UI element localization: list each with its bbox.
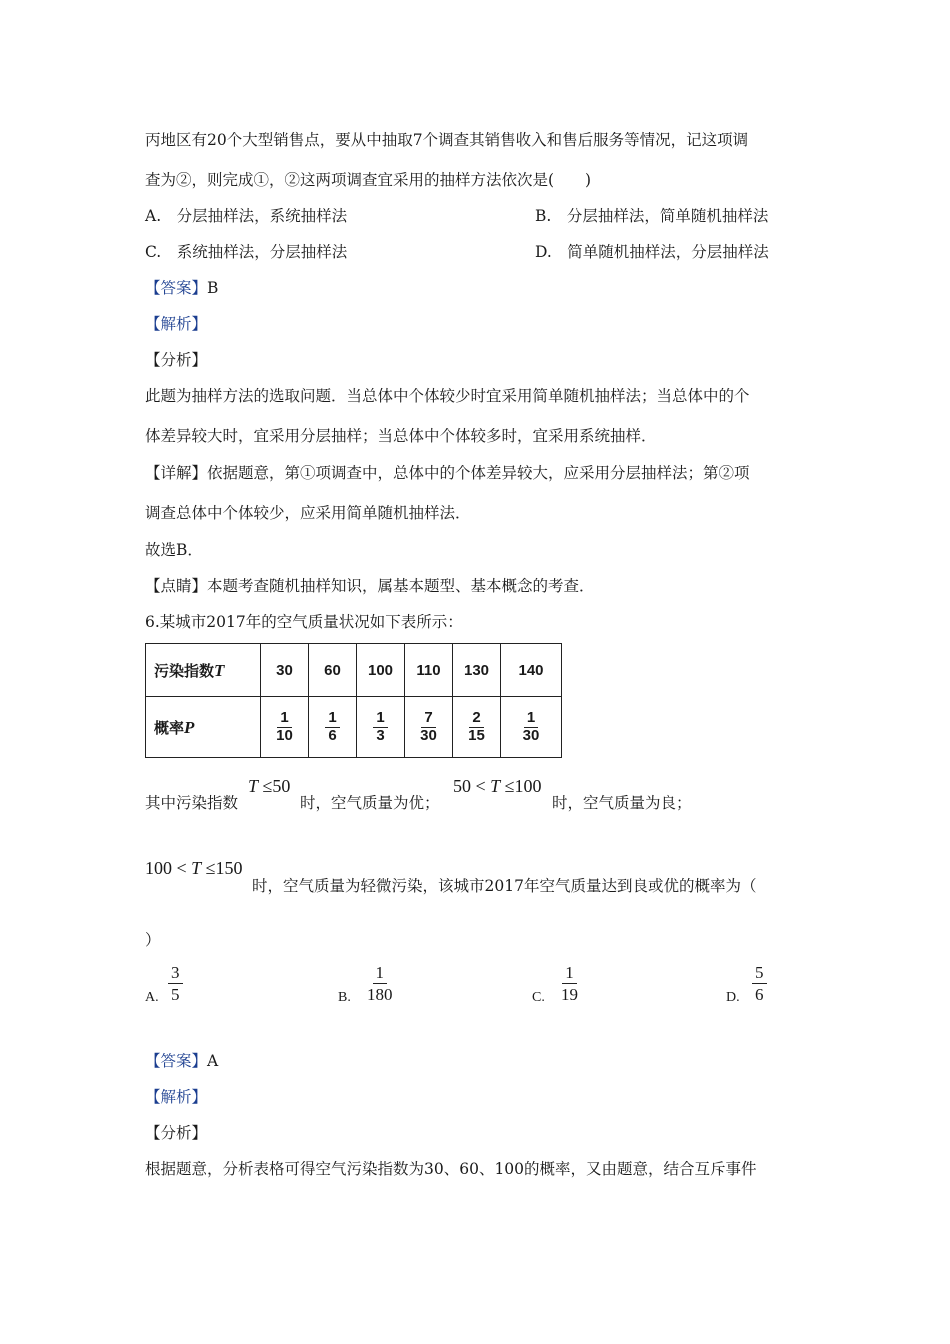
table-cell: 140 bbox=[501, 644, 562, 697]
table-cell: 30 bbox=[261, 644, 309, 697]
option-c-fraction: $\frac{1}{19}$ bbox=[561, 963, 578, 1005]
table-cell bbox=[357, 697, 405, 758]
inequality-math: 100 < T ≤150 bbox=[145, 858, 243, 878]
answer-line bbox=[145, 1049, 218, 1071]
table-cell bbox=[309, 697, 357, 758]
table-cell: 110 bbox=[405, 644, 453, 697]
fraction: $\frac{1}{10}$ bbox=[276, 709, 293, 744]
option-a: A. 分层抽样法，系统抽样法 bbox=[145, 207, 348, 225]
conclusion-text: 故选B． bbox=[145, 541, 203, 559]
analysis-text: 体差异较大时，宜采用分层抽样；当总体中个体较多时，宜采用系统抽样． bbox=[145, 427, 657, 445]
option-a-fraction: $\frac{3}{5}$ bbox=[168, 962, 183, 1006]
answer-line bbox=[145, 276, 218, 298]
option-c: C. 系统抽样法，分层抽样法 bbox=[145, 243, 348, 261]
fraction: $\frac{7}{30}$ bbox=[420, 709, 437, 744]
inequality-math: 50 < T ≤100 bbox=[453, 776, 542, 796]
solution-tag: 【解析】 bbox=[145, 1088, 208, 1106]
table-cell: 100 bbox=[357, 644, 405, 697]
analysis-tag: 【分析】 bbox=[145, 351, 208, 369]
analysis-text: 根据题意，分析表格可得空气污染指数为30、60、100的概率，又由题意，结合互斥事件 bbox=[145, 1160, 757, 1178]
table-cell: 60 bbox=[309, 644, 357, 697]
fraction: $\frac{2}{15}$ bbox=[468, 709, 485, 744]
table-cell bbox=[261, 697, 309, 758]
option-a-label: A. bbox=[145, 990, 159, 1005]
question-text-line: 丙地区有20个大型销售点，要从中抽取7个调查其销售收入和售后服务等情况，记这项调 bbox=[145, 131, 749, 149]
table-row bbox=[146, 697, 562, 758]
fraction: $\frac{1}{3}$ bbox=[373, 710, 387, 744]
option-c-label: C. bbox=[532, 990, 545, 1005]
table-cell bbox=[453, 697, 501, 758]
answer-tag: 【答案】 bbox=[145, 279, 208, 297]
table-header-cell: 概率P bbox=[146, 697, 261, 758]
condition-text: 其中污染指数 bbox=[145, 794, 239, 812]
answer-tag: 【答案】 bbox=[145, 1052, 208, 1070]
solution-tag: 【解析】 bbox=[145, 315, 208, 333]
table-row bbox=[146, 644, 562, 697]
answer-value: B bbox=[207, 279, 219, 297]
detail-text: 调查总体中个体较少，应采用简单随机抽样法． bbox=[145, 504, 471, 522]
option-d-fraction: $\frac{5}{6}$ bbox=[752, 962, 767, 1006]
remark-text: 【点睛】本题考查随机抽样知识，属基本题型、基本概念的考查． bbox=[145, 577, 595, 595]
condition-text: ） bbox=[145, 931, 161, 949]
answer-value: A bbox=[207, 1052, 219, 1070]
option-b: B. 分层抽样法，简单随机抽样法 bbox=[535, 207, 769, 225]
analysis-text: 此题为抽样方法的选取问题．当总体中个体较少时宜采用简单随机抽样法；当总体中的个 bbox=[145, 387, 750, 405]
analysis-tag: 【分析】 bbox=[145, 1124, 208, 1142]
question-6-stem: 6.某城市2017年的空气质量状况如下表所示： bbox=[145, 613, 463, 631]
question-text-line: 查为②，则完成①，②这两项调查宜采用的抽样方法依次是( ) bbox=[145, 171, 592, 189]
option-b-label: B. bbox=[338, 990, 351, 1005]
condition-text: 时，空气质量为轻微污染，该城市2017年空气质量达到良或优的概率为（ bbox=[252, 877, 757, 895]
fraction: $\frac{1}{6}$ bbox=[325, 710, 339, 744]
table-cell: 130 bbox=[453, 644, 501, 697]
condition-text: 时，空气质量为优； bbox=[300, 794, 440, 812]
option-d: D. 简单随机抽样法，分层抽样法 bbox=[535, 243, 769, 261]
inequality-math: T ≤50 bbox=[248, 776, 291, 796]
table-cell bbox=[501, 697, 562, 758]
fraction: $\frac{1}{30}$ bbox=[522, 709, 540, 744]
pollution-table bbox=[145, 643, 562, 758]
detail-text: 【详解】依据题意，第①项调查中，总体中的个体差异较大，应采用分层抽样法；第②项 bbox=[145, 464, 750, 482]
option-d-label: D. bbox=[726, 990, 740, 1005]
table-header-cell: 污染指数T bbox=[146, 644, 261, 697]
table-cell bbox=[405, 697, 453, 758]
option-b-fraction: $\frac{1}{180}$ bbox=[367, 963, 393, 1005]
condition-text: 时，空气质量为良； bbox=[552, 794, 692, 812]
